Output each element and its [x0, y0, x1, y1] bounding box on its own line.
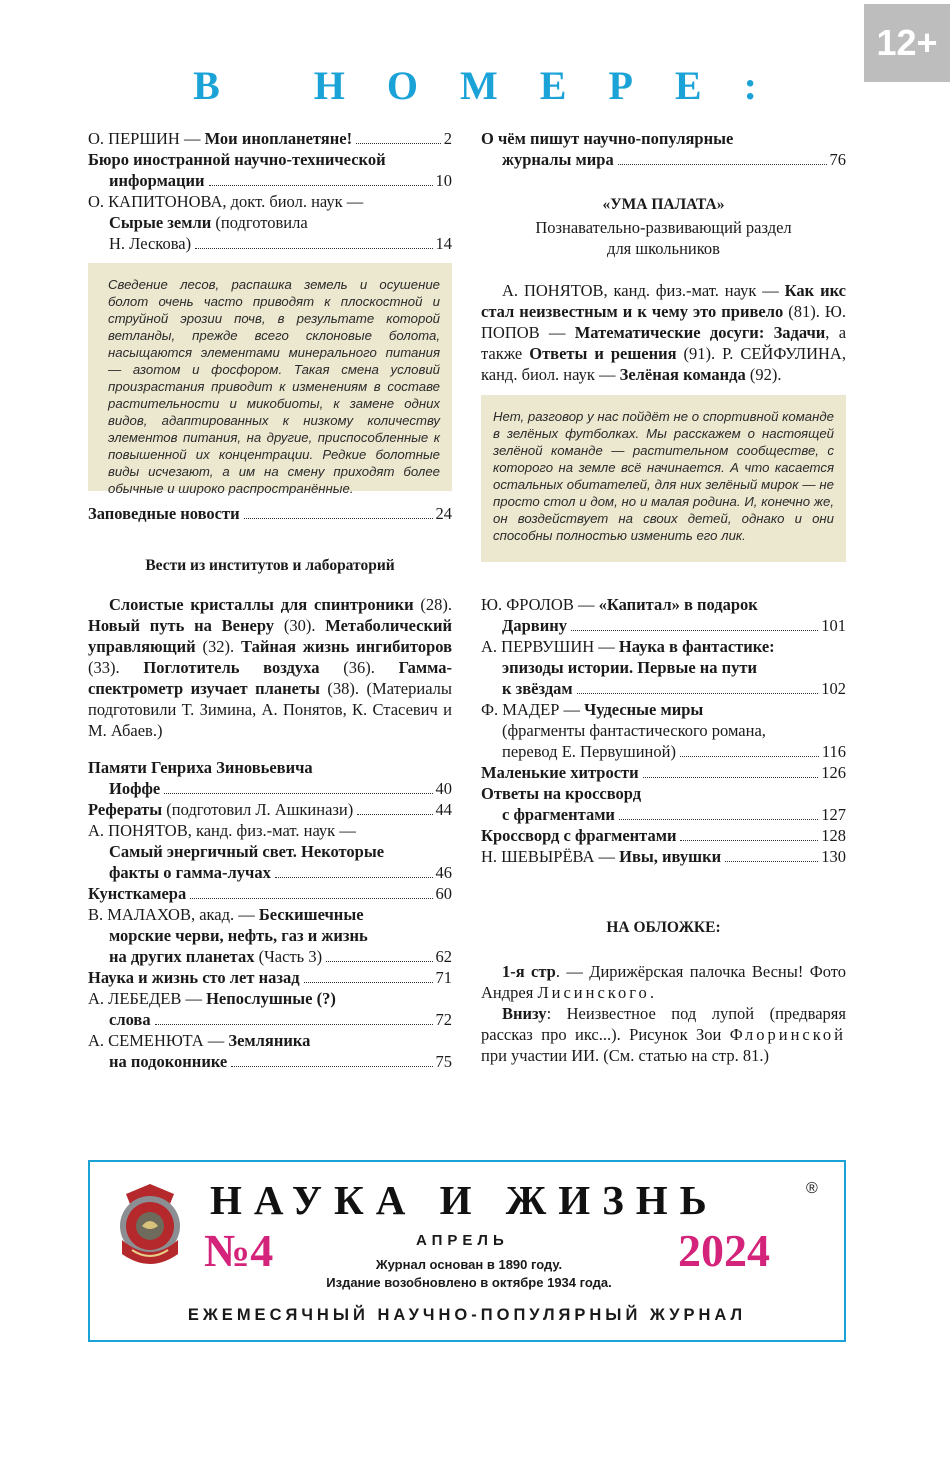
toc-entry[interactable]: О чём пишут научно-популярные журналы мира 76 [481, 129, 846, 169]
page-number: 130 [821, 847, 846, 866]
masthead [88, 1160, 846, 1342]
section-heading: Вести из институтов и лабораторий [145, 557, 395, 574]
toc-entry[interactable]: Ю. ФРОЛОВ — «Капитал» в подарок Дарвину 101 [481, 595, 846, 635]
toc-paragraph[interactable]: А. ПОНЯТОВ, канд. физ.-мат. наук — Как икс стал неизвестным и к чему это привело (81). Ю. ПОПОВ — Математические досуги: Задачи, а также Ответы и решения (91). Р. СЕЙФУЛИНА, канд. биол. наук — Зелёная команда (92). [481, 281, 847, 384]
toc-entry[interactable]: Кунсткамера 60 [88, 884, 452, 903]
toc-entry[interactable]: О. ПЕРШИН — Мои инопланетяне! 2 [88, 129, 452, 148]
section-heading: «УМА ПАЛАТА» [602, 196, 725, 213]
page-number: 60 [435, 884, 452, 903]
page-number: 40 [435, 779, 452, 798]
page-number: 10 [435, 171, 452, 190]
age-rating-badge: 12+ [864, 4, 950, 82]
page-number: 102 [821, 679, 846, 698]
page-number: 2 [443, 129, 452, 148]
toc-entry[interactable]: Кроссворд с фрагментами 128 [481, 826, 846, 845]
toc-entry[interactable]: Н. ШЕВЫРЁВА — Ивы, ивушки 130 [481, 847, 846, 866]
toc-right-column [481, 128, 846, 1066]
toc-entry[interactable]: А. ПЕРВУШИН — Наука в фантастике: эпизоды истории. Первые на пути к звёздам 102 [481, 637, 846, 698]
page-number: 24 [435, 504, 452, 523]
issue-year: 2024 [678, 1225, 770, 1276]
page-number: 72 [435, 1010, 452, 1029]
toc-entry[interactable]: А. ПОНЯТОВ, канд. физ.-мат. наук — Самый энергичный свет. Некоторые факты о гамма-лучах 46 [88, 821, 452, 882]
toc-entry[interactable]: А. СЕМЕНЮТА — Земляника на подоконнике 75 [88, 1031, 452, 1071]
toc-entry[interactable]: Ответы на кроссворд с фрагментами 127 [481, 784, 846, 824]
section-subtitle: для школьников [607, 239, 720, 258]
registered-mark: ® [806, 1180, 818, 1197]
issue-month: АПРЕЛЬ [416, 1232, 509, 1249]
article-teaser-box: Нет, разговор у нас пойдёт не о спортивной команде в зелёных футболках. Мы расскажем о настоящей зелёной команде — растительном сообществе, с которого на земле всё начинается. А что касается остальных обитателей, для них зелёный мирок — не просто стол и дом, но и малая родина. И, конечно же, он воздействует на своих детей, однако и они способны полностью изменить его лик. [481, 395, 846, 562]
toc-entry[interactable]: А. ЛЕБЕДЕВ — Непослушные (?) слова 72 [88, 989, 452, 1029]
toc-entry[interactable]: Наука и жизнь сто лет назад 71 [88, 968, 452, 987]
page-number: 46 [435, 863, 452, 882]
tagline: ЕЖЕМЕСЯЧНЫЙ НАУЧНО-ПОПУЛЯРНЫЙ ЖУРНАЛ [187, 1306, 747, 1324]
toc-entry[interactable]: Бюро иностранной научно-технической информации 10 [88, 150, 452, 190]
toc-entry[interactable]: В. МАЛАХОВ, акад. — Бескишечные морские черви, нефть, газ и жизнь на других планетах (Часть 3) 62 [88, 905, 452, 966]
toc-entry[interactable]: О. КАПИТОНОВА, докт. биол. наук — Сырые земли (подготовила Н. Лескова) 14 [88, 192, 452, 253]
page-number: 128 [821, 826, 846, 845]
page-number: 76 [829, 150, 846, 169]
page-number: 126 [821, 763, 846, 782]
page-number: 75 [435, 1052, 452, 1071]
toc-entry[interactable]: Заповедные новости 24 [88, 504, 452, 523]
cover-caption: 1-я стр. — Дирижёрская палочка Весны! Фото Андрея Лисинского. [481, 962, 847, 1002]
page-number: 14 [435, 234, 452, 253]
page-number: 62 [435, 947, 452, 966]
toc-entry[interactable]: Рефераты (подготовил Л. Ашкинази) 44 [88, 800, 452, 819]
section-subtitle: Познавательно-развивающий раздел [535, 218, 792, 237]
cover-heading: НА ОБЛОЖКЕ: [606, 919, 721, 936]
page-number: 101 [821, 616, 846, 635]
toc-entry[interactable]: Маленькие хитрости 126 [481, 763, 846, 782]
founded-note: Журнал основан в 1890 году. Издание возобновлено в октябре 1934 года. [326, 1257, 612, 1290]
magazine-name: НАУКА И ЖИЗНЬ [210, 1177, 719, 1223]
page-number: 127 [821, 805, 846, 824]
toc-left-column [88, 128, 452, 1072]
page-number: 44 [435, 800, 452, 819]
issue-number: №4 [204, 1225, 274, 1276]
page-number: 71 [435, 968, 452, 987]
toc-paragraph[interactable]: Слоистые кристаллы для спинтроники (28). Новый путь на Венеру (30). Метаболический управляющий (32). Тайная жизнь ингибиторов (33). Поглотитель воздуха (36). Гамма-спектрометр изучает планеты (38). (Материалы подготовили Т. Зимина, А. Понятов, К. Стасевич и М. Абаев.) [88, 595, 453, 740]
page-title: В НОМЕРЕ: [193, 63, 799, 108]
cover-caption: Внизу: Неизвестное под лупой (предваряя рассказ про икс...). Рисунок Зои Флоринской при участии ИИ. (См. статью на стр. 81.) [481, 1004, 846, 1065]
toc-entry[interactable]: Памяти Генриха Зиновьевича Иоффе 40 [88, 758, 452, 798]
article-teaser-box: Сведение лесов, распашка земель и осушение болот очень часто приводят к плоскостной и струйной эрозии почв, в результате которой ветланды, прежде всего склоновые болота, насыщаются элементами минерального питания — азотом и фосфором. Такая смена условий произрастания приводит к изменениям в составе растительности и микобиоты, к замене одних видов, адаптированных к низкому количеству элементов питания, на другие, приспособленные к повышенной их концентрации. Редкие болотные виды исчезают, а им на смену приходят более обычные и широко распространённые. [88, 263, 452, 491]
page-number: 116 [821, 742, 846, 761]
toc-entry[interactable]: Ф. МАДЕР — Чудесные миры (фрагменты фантастического романа, перевод Е. Первушиной) 116 [481, 700, 846, 761]
